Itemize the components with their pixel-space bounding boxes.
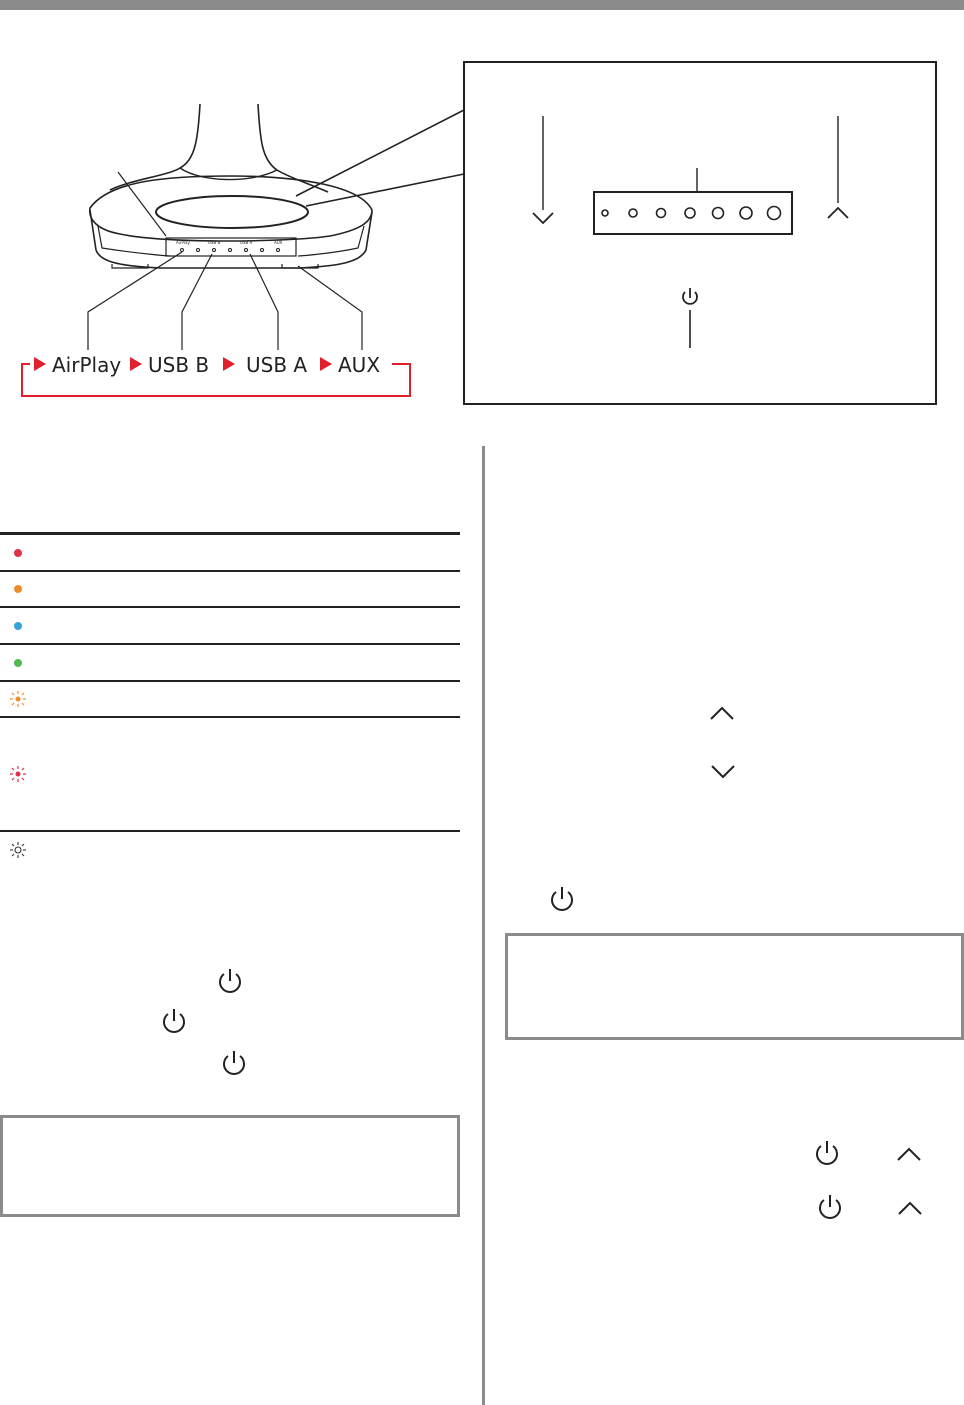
green-led-icon: [10, 655, 26, 671]
note-box-left: [0, 1115, 460, 1217]
power-icon: [548, 884, 576, 914]
chevron-up-icon: [708, 704, 736, 722]
cycle-arrow-4: [320, 357, 332, 371]
front-leds: [181, 249, 280, 252]
column-divider: [482, 446, 485, 1405]
chevron-down-icon: [709, 763, 737, 781]
cycle-arrow-1: [34, 357, 46, 371]
led-row-blink-generic: [0, 830, 460, 874]
red-led-icon: [10, 545, 26, 561]
power-icon: [220, 1048, 248, 1078]
speaker-base: [90, 176, 372, 241]
chevron-up-icon: [896, 1199, 924, 1217]
control-panel-ellipse: [156, 196, 308, 228]
orange-led-icon: [10, 581, 26, 597]
blue-led-icon: [10, 618, 26, 634]
source-label-usb-b: USB B: [148, 353, 210, 377]
source-label-airplay: AirPlay: [52, 353, 122, 377]
power-icon: [816, 1192, 844, 1222]
note-box-right: [505, 933, 964, 1040]
orange-blinking-led-icon: [10, 691, 26, 707]
source-cycle: [22, 353, 410, 396]
led-indicator-table: [0, 532, 460, 874]
cycle-arrow-3: [223, 357, 235, 371]
front-label-aux: AUX: [274, 240, 283, 245]
red-blinking-led-icon: [10, 766, 26, 782]
front-label-usb-a: USB A: [240, 240, 253, 245]
power-icon: [813, 1138, 841, 1168]
front-label-usb-b: USB B: [208, 240, 221, 245]
front-label-airplay: AirPlay: [176, 240, 190, 245]
led-row-orange: [0, 570, 460, 606]
speaker-diagram: [0, 0, 440, 420]
power-icon: [216, 966, 244, 996]
power-icon: [160, 1006, 188, 1036]
blinking-led-icon: [10, 842, 26, 858]
cycle-arrow-2: [130, 357, 142, 371]
led-row-red: [0, 532, 460, 570]
source-label-usb-a: USB A: [246, 353, 308, 377]
source-label-aux: AUX: [338, 353, 381, 377]
led-row-orange-blink: [0, 680, 460, 716]
led-row-blue: [0, 606, 460, 643]
led-row-red-blink: [0, 716, 460, 830]
led-row-green: [0, 643, 460, 680]
control-panel-zoom: [462, 60, 938, 406]
chevron-up-icon: [895, 1145, 923, 1163]
